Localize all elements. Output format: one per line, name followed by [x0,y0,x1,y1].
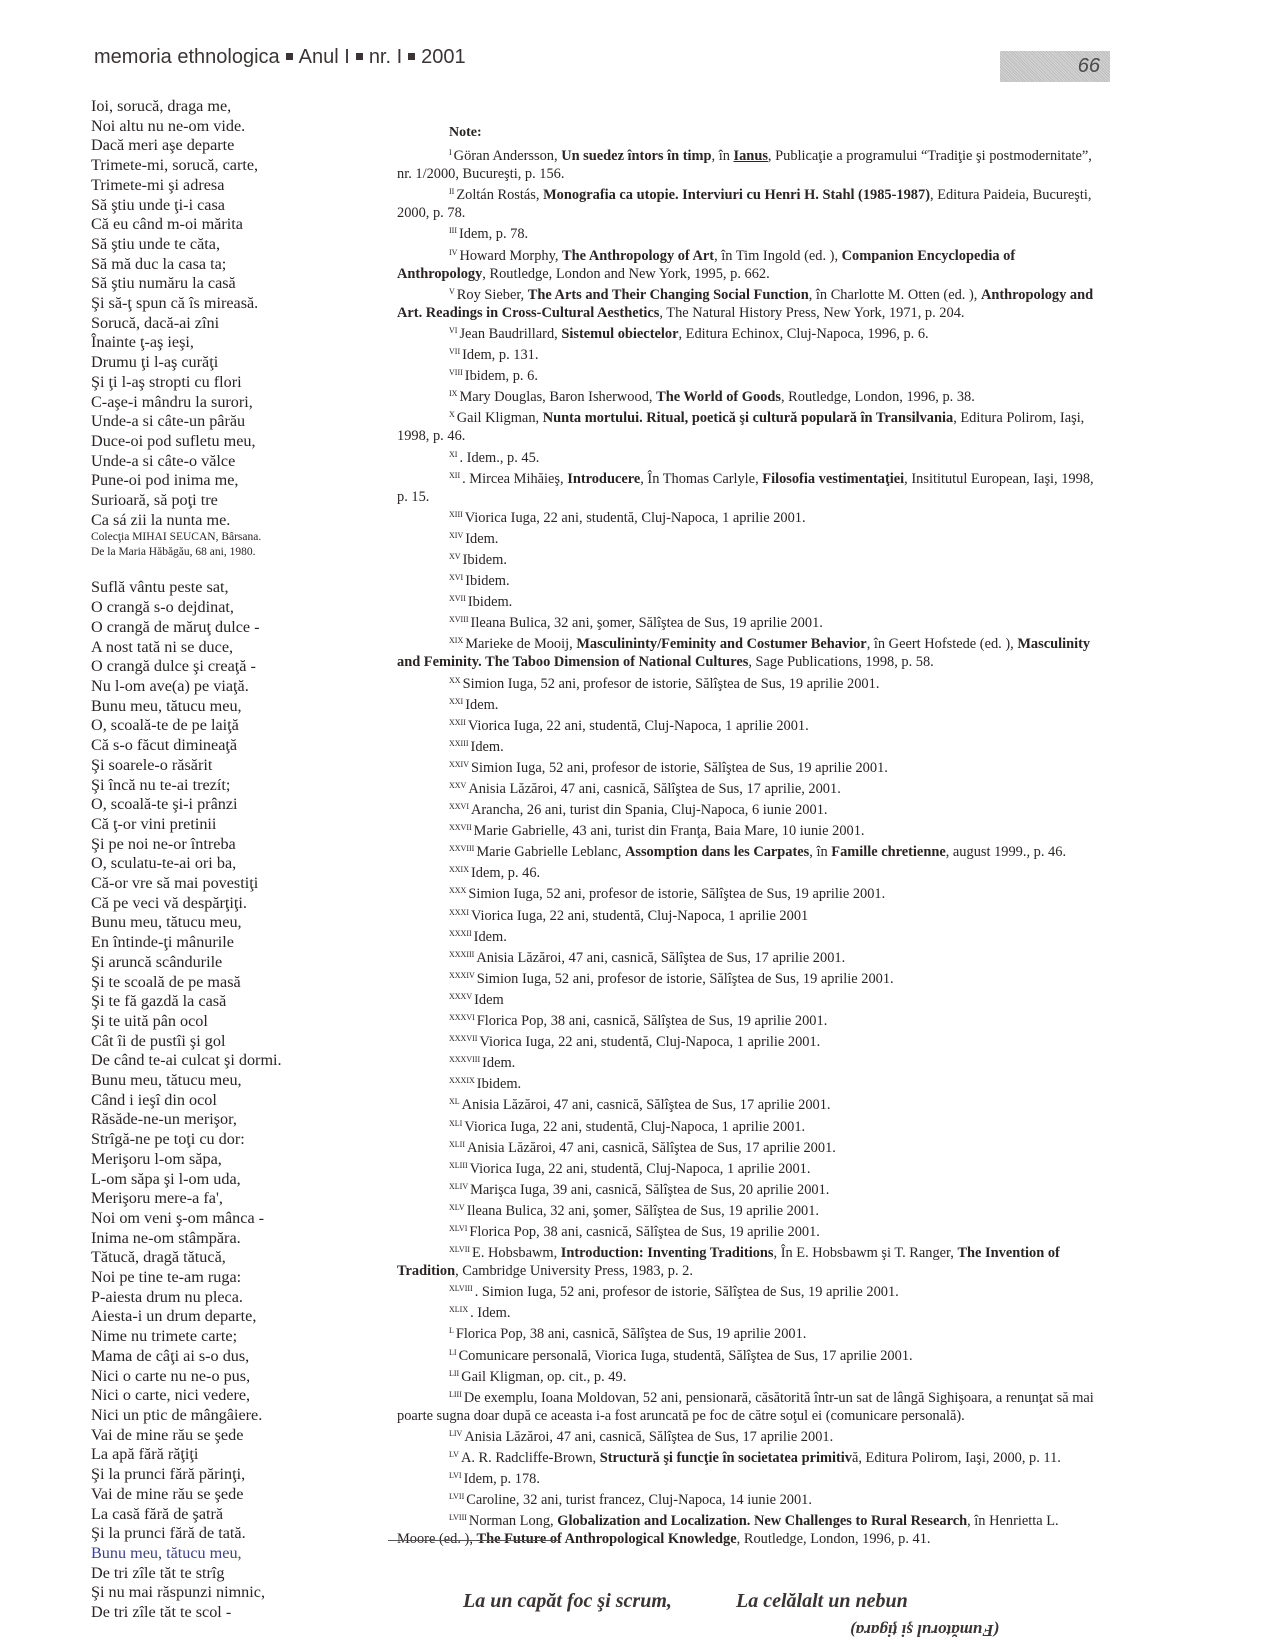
endnote [397,882,1097,903]
poem-line: A nost tată ni se duce, [91,637,234,656]
endnote-text: Arancha, 26 ani, turist din Spania, Cluj-Napoca, 6 iunie 2001. [471,802,828,819]
endnote-text: Ileana Bulica, 32 ani, şomer, Sălîştea de Sus, 19 aprilie 2001. [466,1202,820,1219]
endnote-number: XXII [449,717,466,727]
endnote-number: LVIII [449,1513,467,1523]
endnote-text: Idem, p. 131. [462,347,539,364]
endnote-number: LVII [449,1492,465,1502]
endnote-text: Ibidem. [465,573,510,590]
endnote-number: XXVI [449,802,469,812]
endnote [397,946,1097,967]
endnote-text: A. R. Radcliffe-Brown, Structură şi funcţie în societatea primitivă, Editura Polirom, Iaşi, 2000, p. 11. [460,1450,1061,1466]
endnote-number: XLIII [449,1160,468,1170]
endnote-text: Florica Pop, 38 ani, casnică, Sălîştea de Sus, 19 aprilie 2001. [455,1326,807,1343]
endnote-text: Viorica Iuga, 22 ani, studentă, Cluj-Napoca, 1 aprilie 2001. [469,1160,811,1177]
endnote-number: XXXIX [449,1076,475,1086]
endnote-text: Ibidem. [462,551,507,568]
endnote [397,1488,1097,1509]
endnote [397,1365,1097,1386]
endnote-text: Marie Gabrielle Leblanc, Assomption dans les Carpates, în Famille chretienne, august 1999., p. 46. [476,844,1067,861]
poem-line: Merişoru l-om săpa, [91,1149,222,1168]
endnote [397,632,1097,671]
endnote-number: XXXI [449,907,469,917]
poem-line: Duce-oi pod sufletu meu, [91,431,256,450]
endnote-text: Idem. [470,738,504,755]
endnote-number: XIX [449,636,464,646]
poem-line: Că pe veci vă despărţiţi. [91,893,247,912]
endnote-number: L [449,1326,454,1336]
poem-line: Dacă meri aşe departe [91,136,235,155]
poem-line: Că-or vre să mai povestiţi [91,874,259,893]
endnote-text: Viorica Iuga, 22 ani, studentă, Cluj-Napoca, 1 aprilie 2001. [467,717,809,734]
endnote [397,385,1097,406]
running-header [94,46,466,69]
poem-line: Că ţ-or vini pretinii [91,814,217,833]
poem-line: Bunu meu, tătucu meu, [91,1071,242,1090]
endnote [397,693,1097,714]
poem-line: Că s-o făcut dimineaţă [91,736,238,755]
poem-line: Suflă vântu peste sat, [91,578,229,597]
endnote-number: XLV [449,1202,465,1212]
endnote-number: VI [449,325,458,335]
issue-label: nr. I [368,46,403,68]
endnote-number: XXIV [449,759,469,769]
endnote [397,1178,1097,1199]
endnote [397,548,1097,569]
endnotes [397,124,1097,1548]
endnote [397,777,1097,798]
endnote-number: V [449,286,455,296]
endnote-text: Anisia Lăzăroi, 47 ani, casnică, Sălîştea de Sus, 17 aprilie 2001. [461,1097,831,1114]
endnote-number: IV [449,247,458,257]
endnote [397,1344,1097,1365]
endnote-text: Simion Iuga, 52 ani, profesor de istorie, Sălîştea de Sus, 19 aprilie 2001. [471,759,888,776]
poem-line: De tri zîle tăt te strîg [91,1563,225,1582]
endnote-text: Comunicare personală, Viorica Iuga, studentă, Sălîştea de Sus, 17 aprilie 2001. [458,1347,913,1364]
endnote [397,988,1097,1009]
poem-line: Strîgă-ne pe toţi cu dor: [91,1130,245,1149]
endnote [397,1051,1097,1072]
endnote [397,343,1097,364]
poem-line: Nu l-om ave(a) pe viaţă. [91,676,249,695]
endnote-number: XIII [449,509,463,519]
poem-line: Şi încă nu te-ai trezít; [91,775,231,794]
endnote [397,611,1097,632]
endnote-number: LVI [449,1471,462,1481]
endnote-number: XXXIII [449,949,475,959]
riddle-part-2: La celălalt un nebun [736,1590,908,1612]
poem-line: Când i ieşî din ocol [91,1090,217,1109]
poem-line: O crangă dulce şi creaţă - [91,657,256,676]
endnote-text: . Mircea Mihăieş, Introducere, În Thomas Carlyle, Filosofia vestimentaţiei, Insititutul European, Iaşi, 1998, p. 15. [397,470,1094,505]
poem-line: Şi te uită pân ocol [91,1011,208,1030]
poem-line: Bunu meu, tătucu meu, [91,696,242,715]
endnote-text: Howard Morphy, The Anthropology of Art, în Tim Ingold (ed. ), Companion Encyclopedia of Anthropology, Routledge, London and New York, 1995, p. 662. [397,247,1016,282]
poem-line: Nici o carte, nici vedere, [91,1386,251,1405]
poem-line: De când te-ai culcat şi dormi. [91,1051,282,1070]
endnote-text: Idem. [465,696,499,713]
endnote-text: . Idem., p. 45. [459,449,540,466]
endnote-number: XLI [449,1118,463,1128]
endnote [397,467,1097,506]
endnote-number: XIV [449,530,464,540]
endnote [397,1425,1097,1446]
poem-line: Să mă duc la casa ta; [91,254,227,273]
endnote-number: I [449,148,452,158]
endnote-number: XXXVI [449,1013,475,1023]
endnote-number: XLVI [449,1223,468,1233]
endnote-number: XXX [449,886,467,896]
poem-second [91,578,381,1622]
endnote-number: XXI [449,696,464,706]
endnote [397,506,1097,527]
endnote-text: Marie Gabrielle, 43 ani, turist din Franţa, Baia Mare, 10 iunie 2001. [473,823,865,840]
endnote-text: . Simion Iuga, 52 ani, profesor de istorie, Sălîştea de Sus, 19 aprilie 2001. [474,1284,899,1301]
endnote-number: XVI [449,573,464,583]
poem-line: Şi ţi l-aş stropti cu flori [91,372,242,391]
endnote-text: Ileana Bulica, 32 ani, şomer, Sălîştea de Sus, 19 aprilie 2001. [470,615,823,632]
endnote [397,714,1097,735]
endnote-number: LI [449,1347,457,1357]
endnote [397,1301,1097,1322]
endnote [397,1009,1097,1030]
endnote-text: Idem. [473,928,507,945]
endnote-number: XI [449,449,458,459]
endnote [397,1157,1097,1178]
year-label: 2001 [421,46,466,68]
poem-line: O, sculatu-te-ai ori ba, [91,854,237,873]
poem-line: Nici o carte nu ne-o pus, [91,1366,251,1385]
poem-line: Şi aruncă scândurile [91,952,223,971]
poem-line: Şi te scoală de pe masă [91,972,241,991]
poem-line: Ca sá zii la nunta me. [91,510,231,529]
endnote [397,183,1097,222]
poem-line: Bunu meu, tătucu meu, [91,913,242,932]
endnote [397,364,1097,385]
endnote [397,840,1097,861]
poem-line: Noi om veni ş-om mânca - [91,1208,265,1227]
endnote-number: XLIX [449,1305,469,1315]
endnote [397,1509,1097,1548]
poem-line: Noi pe tine te-am ruga: [91,1268,242,1287]
poem-line: Noi altu nu ne-om vide. [91,116,246,135]
endnote-text: Simion Iuga, 52 ani, profesor de istorie, Sălîştea de Sus, 19 aprilie 2001. [468,886,886,903]
riddle-answer-inverted: (Fumătorul şi ţigara) [850,1621,1000,1640]
bullet-square-icon [356,53,363,60]
endnote [397,798,1097,819]
endnote-number: LIV [449,1428,463,1438]
endnote-number: XL [449,1097,460,1107]
poem-line: O, scoală-te de pe laiţă [91,716,239,735]
endnote-number: XXXIV [449,970,475,980]
poem-line: Sorucă, dacă-ai zîni [91,313,220,332]
poem-source-informant: De la Maria Hăbăgău, 68 ani, 1980. [91,545,256,558]
endnote-number: XXXII [449,928,472,938]
endnote [397,446,1097,467]
endnote-number: XLVII [449,1245,471,1255]
endnote [397,1136,1097,1157]
notes-title: Note: [449,125,482,140]
endnote-text: Idem. [482,1055,516,1072]
poem-line: Ioi, sorucă, draga me, [91,97,232,115]
poem-line: La apă fără răţiţi [91,1445,199,1464]
poem-line: Tătucă, dragă tătucă, [91,1248,226,1267]
endnote-number: XXXV [449,991,473,1001]
endnote-number: XXVIII [449,844,475,854]
endnote-text: Göran Andersson, Un suedez întors în timp, în Ianus, Publicaţie a programului “Tradiţie şi postmodernitate”, nr. 1/2000, Bucureşti, p. 156. [397,148,1092,183]
endnote [397,527,1097,548]
poem-line: Merişoru mere-a fa', [91,1189,223,1208]
poem-line: Drumu ţi l-aş curăţi [91,353,219,372]
endnote [397,406,1097,445]
endnote-number: XLIV [449,1181,469,1191]
endnote-number: LV [449,1450,459,1459]
endnote [397,672,1097,693]
endnote-text: Anisia Lăzăroi, 47 ani, casnică, Sălîştea de Sus, 17 aprilie, 2001. [468,781,841,797]
poem-line: C-aşe-i mândru la surori, [91,392,253,411]
endnote [397,1030,1097,1051]
endnote [397,1241,1097,1280]
endnote [397,925,1097,946]
endnote-number: XXV [449,781,467,790]
bullet-square-icon [408,53,415,60]
poem-line: Vai de mine rău se şede [91,1425,244,1444]
endnote [397,283,1097,322]
bullet-square-icon [286,53,293,60]
poem-line: P-aiesta drum nu pleca. [91,1287,243,1306]
poem-line: La casă fără de şatră [91,1504,224,1523]
endnote-text: Ibidem, p. 6. [464,368,538,385]
poem-column [91,97,381,1623]
endnote-text: Ibidem. [467,594,513,611]
endnote-text: Viorica Iuga, 22 ani, studentă, Cluj-Napoca, 1 aprilie 2001. [479,1034,821,1051]
endnote-text: Gail Kligman, op. cit., p. 49. [461,1368,627,1385]
separator-rule [388,1540,560,1541]
poem-source-collection: Colecţia MIHAI SEUCAN, Bârsana. [91,531,262,544]
endnote-text: Florica Pop, 38 ani, casnică, Sălîştea de Sus, 19 aprilie 2001. [476,1013,828,1030]
endnote-number: XXXVIII [449,1055,481,1065]
poem-line: Să ştiu unde ţi-i casa [91,195,225,214]
endnote-number: XXXVII [449,1034,478,1044]
poem-line: Şi pe noi ne-or întreba [91,834,236,853]
endnote-text: Anisia Lăzăroi, 47 ani, casnică, Sălîştea de Sus, 17 aprilie 2001. [467,1139,836,1156]
poem-line: Cât îi de pustîi şi gol [91,1031,226,1050]
endnote-text: Caroline, 32 ani, turist francez, Cluj-Napoca, 14 iunie 2001. [466,1492,812,1509]
poem-line: Şi te fă gazdă la casă [91,992,227,1011]
endnote-text: Ibidem. [476,1076,522,1093]
endnote [397,1386,1097,1425]
endnote-text: E. Hobsbawm, Introduction: Inventing Traditions, În E. Hobsbawm şi T. Ranger, The Invention of Tradition, Cambridge University Press, 1983, p. 2. [397,1245,1060,1280]
endnote-number: XII [449,470,461,480]
poem-line: Aiesta-i un drum departe, [91,1307,257,1326]
endnote-text: Idem, p. 46. [471,865,541,882]
poem-line: Să ştiu unde te căta, [91,234,221,253]
endnote-text: Idem, p. 178. [463,1471,540,1488]
poem-line: Şi să-ţ spun că îs mireasă. [91,294,259,313]
endnote [397,1446,1097,1467]
endnote-number: XXIII [449,738,469,748]
endnote-number: LIII [449,1389,462,1399]
endnote [397,1280,1097,1301]
journal-title: memoria ethnologica [94,46,280,68]
endnote-number: IX [449,389,458,399]
endnote-text: Marieke de Mooij, Masculininty/Feminity and Costumer Behavior, în Geert Hofstede (ed. ), Masculinity and Feminity. The Taboo Dimension of National Cultures, Sage Publications, 1998, p. 58. [397,636,1091,671]
endnote-text: Roy Sieber, The Arts and Their Changing Social Function, în Charlotte M. Otten (ed. ), Anthropology and Art. Readings in Cross-Cultural Aesthetics, The Natural History Press, New York, 1971, p. 204. [397,286,1094,321]
endnote-text: Viorica Iuga, 22 ani, studentă, Cluj-Napoca, 1 aprilie 2001. [464,509,806,526]
endnote-text: Gail Kligman, Nunta mortului. Ritual, poetică şi cultură populară în Transilvania, Editura Polirom, Iaşi, 1998, p. 46. [397,410,1085,445]
endnote-text: Idem, p. 78. [459,226,529,243]
poem-line: Înainte ţ-aş ieşi, [91,333,194,352]
endnote-number: XX [449,675,461,685]
endnote-text: Idem [474,991,504,1008]
poem-line: O crangă s-o dejdinat, [91,598,234,617]
endnote [397,222,1097,243]
endnote [397,244,1097,283]
endnote-text: Mary Douglas, Baron Isherwood, The World of Goods, Routledge, London, 1996, p. 38. [459,389,975,406]
endnote-text: Zoltán Rostás, Monografia ca utopie. Interviuri cu Henri H. Stahl (1985-1987), Editura Paideia, Bucureşti, 2000, p. 78. [397,187,1092,222]
poem-line: Şi soarele-o răsărit [91,755,213,774]
endnote-number: XVII [449,594,466,604]
endnote [397,1115,1097,1136]
endnote-number: VIII [449,368,463,378]
page-number: 66 [1000,51,1110,82]
endnote [397,735,1097,756]
poem-line: O, scoală-te şi-i prânzi [91,795,238,814]
endnote-number: LII [449,1368,460,1378]
poem-line: Bunu meu, tătucu meu, [91,1543,242,1562]
poem-line: De tri zîle tăt te scol - [91,1603,232,1622]
poem-line: Nime nu trimete carte; [91,1327,238,1346]
endnote [397,904,1097,925]
poem-line: Unde-a si câte-o vălce [91,451,236,470]
volume-label: Anul I [298,46,350,68]
endnote [397,1220,1097,1241]
poem-line: Unde-a si câte-un pârău [91,412,246,431]
riddle-part-1: La un capăt foc şi scrum, [463,1590,672,1612]
poem-line: Şi la prunci fără părinţi, [91,1465,246,1484]
poem-line: O crangă de măruţ dulce - [91,617,260,636]
endnote-text: Anisia Lăzăroi, 47 ani, casnică, Sălîştea de Sus, 17 aprilie 2001. [464,1428,834,1445]
endnote-text: Simion Iuga, 52 ani, profesor de istorie, Sălîştea de Sus, 19 aprilie 2001. [476,970,894,987]
endnote [397,1199,1097,1220]
endnote-text: Jean Baudrillard, Sistemul obiectelor, Editura Echinox, Cluj-Napoca, 1996, p. 6. [459,325,929,342]
endnote-text: Florica Pop, 38 ani, casnică, Sălîştea de Sus, 19 aprilie 2001. [469,1223,820,1240]
endnote-number: XVIII [449,615,469,625]
poem-line: Trimete-mi, sorucă, carte, [91,156,259,175]
endnote-number: XLVIII [449,1284,473,1294]
endnote [397,1072,1097,1093]
poem-line: Vai de mine rău se şede [91,1484,244,1503]
endnote [397,967,1097,988]
endnote-text: Marişca Iuga, 39 ani, casnică, Sălîştea de Sus, 20 aprilie 2001. [470,1181,830,1198]
endnote-text: . Idem. [470,1305,511,1322]
poem-line: En întinde-ţi mânurile [91,933,234,952]
endnote [397,144,1097,183]
endnote [397,861,1097,882]
endnote-text: Viorica Iuga, 22 ani, studentă, Cluj-Napoca, 1 aprilie 2001 [471,907,809,924]
endnote-number: III [449,226,457,236]
endnote-number: XXVII [449,823,472,833]
poem-line: Că eu când m-oi mărita [91,215,243,234]
notes-list [397,144,1097,1548]
poem-line: L-om săpa şi l-om uda, [91,1169,241,1188]
poem-line: Mama de câţi ai s-o dus, [91,1346,250,1365]
endnote-number: X [449,410,455,420]
endnote [397,322,1097,343]
endnote-text: Viorica Iuga, 22 ani, studentă, Cluj-Napoca, 1 aprilie 2001. [464,1118,806,1135]
poem-first [91,97,381,530]
endnote-text: De exemplu, Ioana Moldovan, 52 ani, pensionară, căsătorită într-un sat de lângă Sighişoara, a renunţat să mai poarte sugna doar după ce aceasta i-a fost aruncată pe foc de către soţul ei (comunicare personală). [397,1389,1094,1424]
poem-line: Nici un ptic de mângâiere. [91,1406,263,1424]
poem-line: Trimete-mi şi adresa [91,175,225,194]
poem-line: Şi la prunci fără de tată. [91,1524,246,1543]
poem-line: Răsăde-ne-un merişor, [91,1110,237,1129]
endnote-number: II [449,187,455,197]
endnote [397,1322,1097,1343]
endnote [397,1093,1097,1114]
poem-line: Pune-oi pod inima me, [91,471,239,490]
poem-line: Şi nu mai răspunzi nimnic, [91,1583,265,1602]
endnote-text: Anisia Lăzăroi, 47 ani, casnică, Sălîştea de Sus, 17 aprilie 2001. [476,949,846,966]
endnote-text: Norman Long, Globalization and Localization. New Challenges to Rural Research, în Henrietta L. Moore (ed. ), The Future of Anthropological Knowledge, Routledge, London, 1996, p. 41. [397,1513,1059,1548]
endnote-text: Idem. [465,530,499,547]
endnote [397,819,1097,840]
poem-line: Inima ne-om stâmpăra. [91,1228,241,1247]
endnote [397,756,1097,777]
endnote [397,569,1097,590]
endnote [397,590,1097,611]
endnote-number: XXIX [449,865,469,875]
endnote-text: Simion Iuga, 52 ani, profesor de istorie, Sălîştea de Sus, 19 aprilie 2001. [462,675,880,692]
endnote-number: XV [449,551,461,561]
endnote [397,1467,1097,1488]
endnote-number: XLII [449,1139,465,1149]
endnote-number: VII [449,347,461,357]
poem-line: Să ştiu număru la casă [91,274,236,293]
poem-line: Surioară, să poţi tre [91,491,218,510]
